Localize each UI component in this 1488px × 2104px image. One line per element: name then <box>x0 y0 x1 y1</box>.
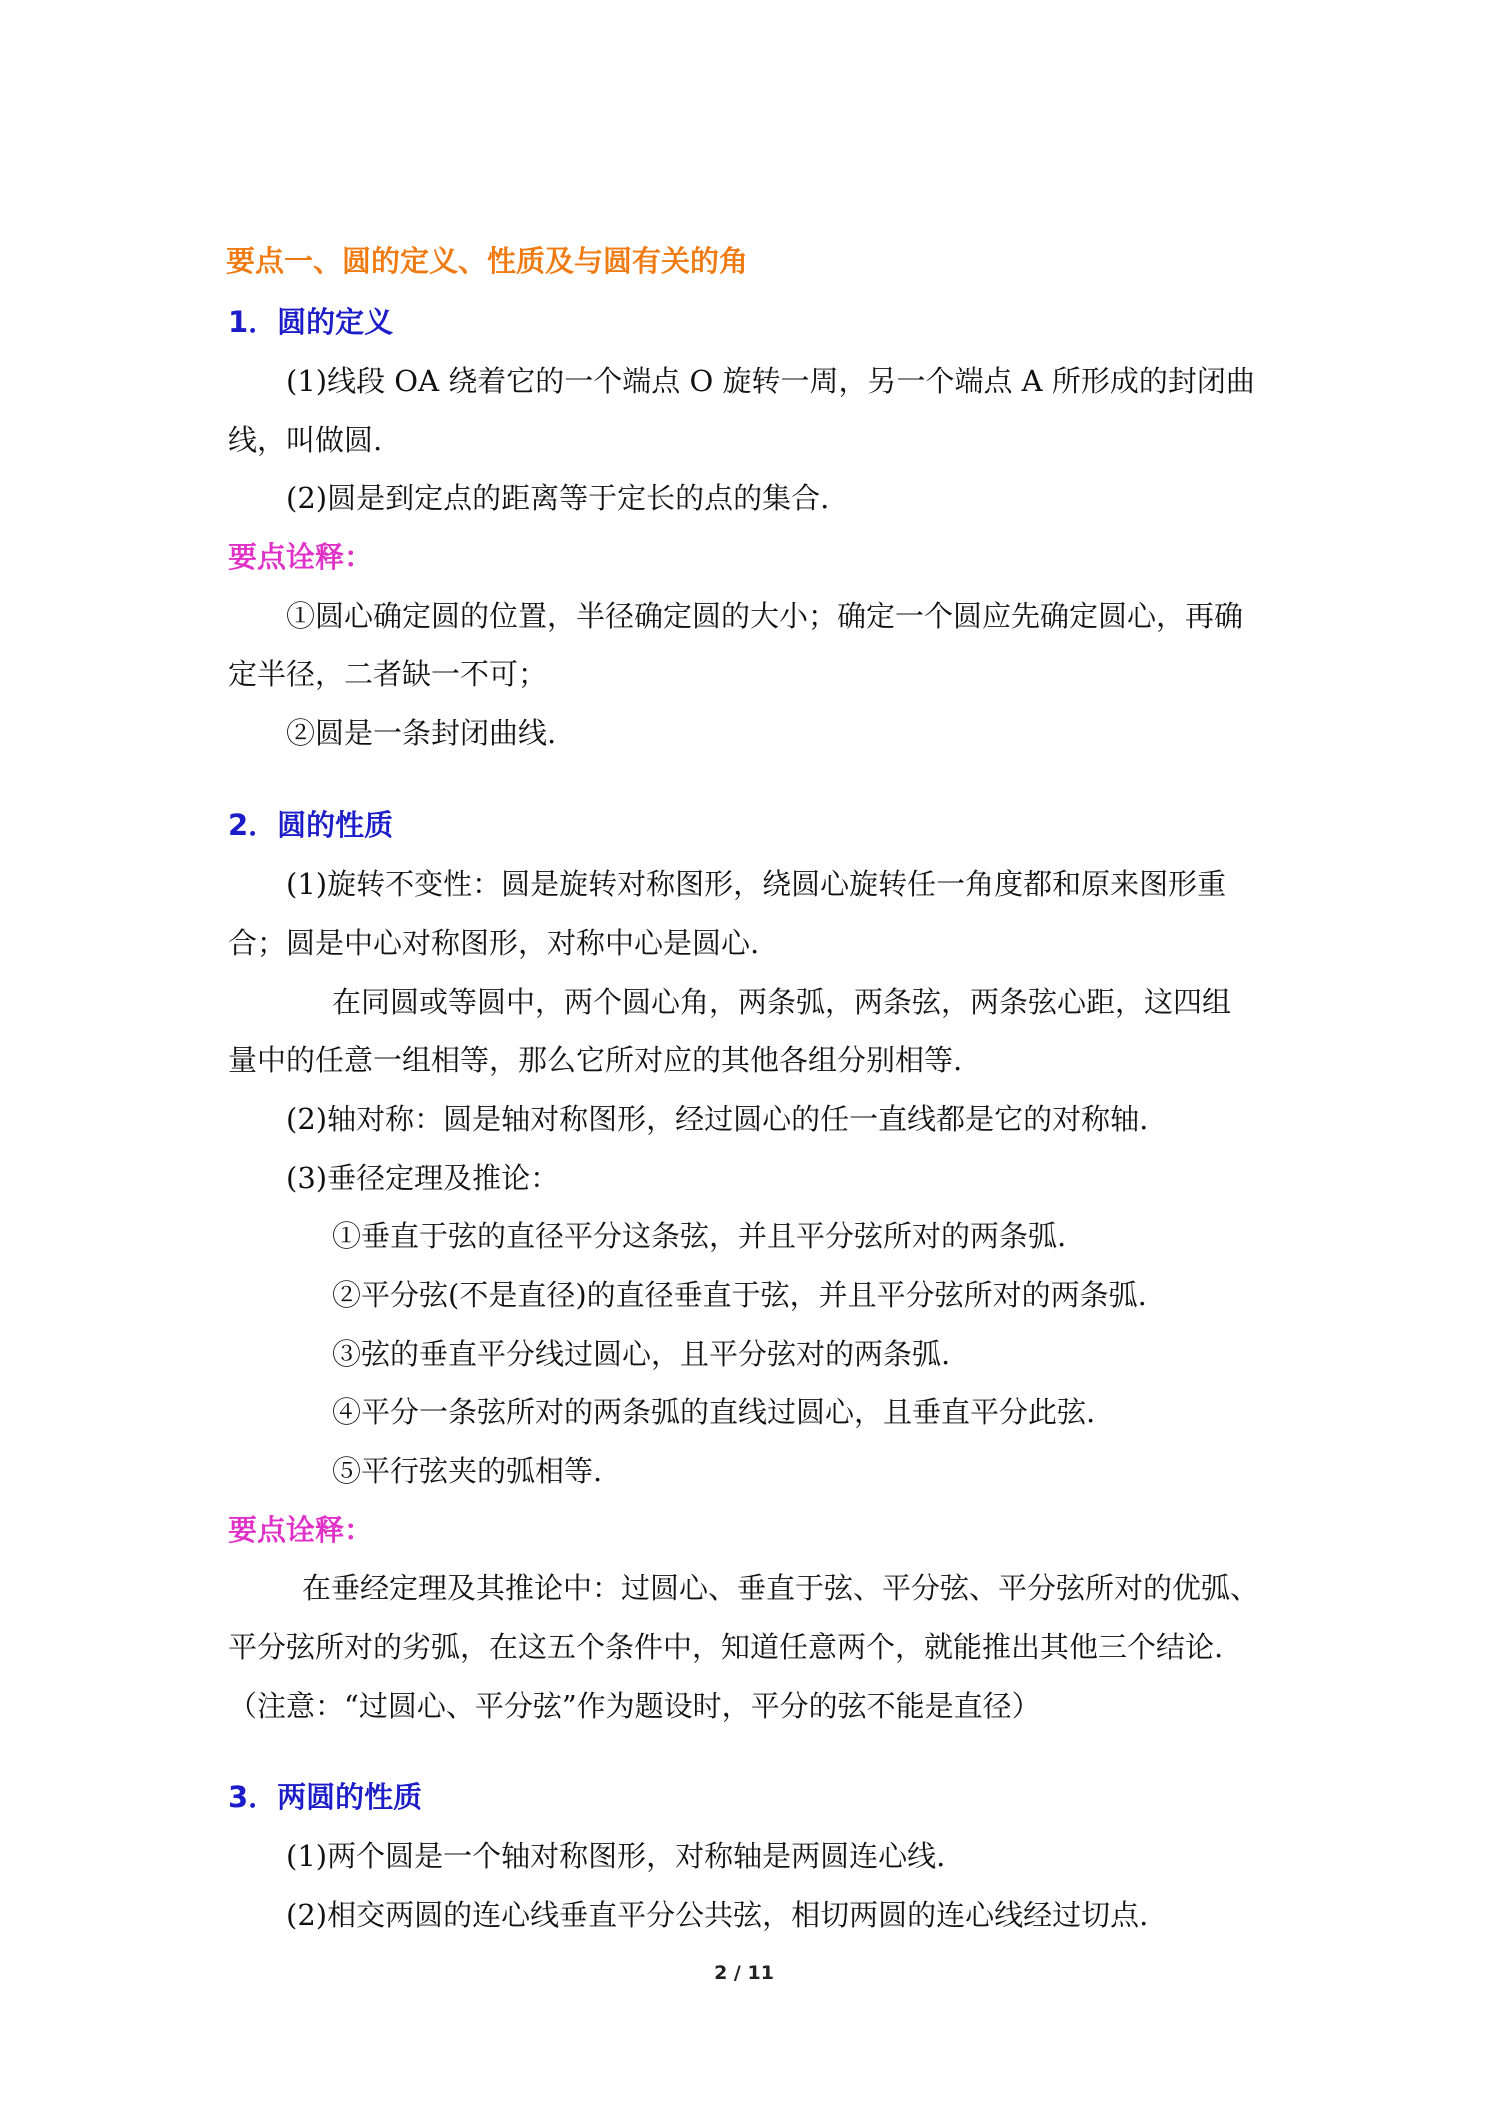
note-3-line-3: （注意：“过圆心、平分弦”作为题设时，平分的弦不能是直径） <box>228 1689 1041 1723</box>
list-item: ③弦的垂直平分线过圆心，且平分弦对的两条弧. <box>332 1337 951 1371</box>
property-2: (2)轴对称：圆是轴对称图形，经过圆心的任一直线都是它的对称轴. <box>286 1102 1149 1136</box>
list-item: ⑤平行弦夹的弧相等. <box>332 1454 603 1488</box>
property-3: (3)垂径定理及推论： <box>286 1161 560 1195</box>
property-1b-line-2: 量中的任意一组相等，那么它所对应的其他各组分别相等. <box>228 1043 963 1077</box>
note-2: ②圆是一条封闭曲线. <box>286 716 557 750</box>
heading-circle-definition: 1．圆的定义 <box>228 305 394 339</box>
note-1-line-1: ①圆心确定圆的位置，半径确定圆的大小；确定一个圆应先确定圆心，再确 <box>286 599 1244 633</box>
heading-circle-properties: 2．圆的性质 <box>228 808 394 842</box>
note-3-line-2: 平分弦所对的劣弧，在这五个条件中，知道任意两个，就能推出其他三个结论. <box>228 1630 1224 1664</box>
two-circles-property-1: (1)两个圆是一个轴对称图形，对称轴是两圆连心线. <box>286 1839 946 1873</box>
note-heading-2: 要点诠释： <box>228 1513 374 1547</box>
list-item: ④平分一条弦所对的两条弧的直线过圆心，且垂直平分此弦. <box>332 1395 1096 1429</box>
note-heading-1: 要点诠释： <box>228 540 374 574</box>
note-3-line-1: 在垂经定理及其推论中：过圆心、垂直于弦、平分弦、平分弦所对的优弧、 <box>302 1571 1260 1605</box>
note-1-line-2: 定半径，二者缺一不可； <box>228 657 548 691</box>
page-number: 2 / 11 <box>714 1962 774 1984</box>
two-circles-property-2: (2)相交两圆的连心线垂直平分公共弦，相切两圆的连心线经过切点. <box>286 1898 1149 1932</box>
definition-paragraph-1-line-2: 线，叫做圆. <box>228 423 383 457</box>
list-item: ①垂直于弦的直径平分这条弦，并且平分弦所对的两条弧. <box>332 1219 1067 1253</box>
section-title: 要点一、圆的定义、性质及与圆有关的角 <box>226 244 749 278</box>
heading-two-circles-properties: 3．两圆的性质 <box>228 1780 423 1814</box>
property-1-line-1: (1)旋转不变性：圆是旋转对称图形，绕圆心旋转任一角度都和原来图形重 <box>286 867 1227 901</box>
definition-paragraph-2: (2)圆是到定点的距离等于定长的点的集合. <box>286 481 830 515</box>
property-1-line-2: 合；圆是中心对称图形，对称中心是圆心. <box>228 926 760 960</box>
property-1b-line-1: 在同圆或等圆中，两个圆心角，两条弧，两条弦，两条弦心距，这四组 <box>332 985 1232 1019</box>
definition-paragraph-1-line-1: (1)线段 OA 绕着它的一个端点 O 旋转一周，另一个端点 A 所形成的封闭曲 <box>286 364 1255 398</box>
list-item: ②平分弦(不是直径)的直径垂直于弦，并且平分弦所对的两条弧. <box>332 1278 1147 1312</box>
